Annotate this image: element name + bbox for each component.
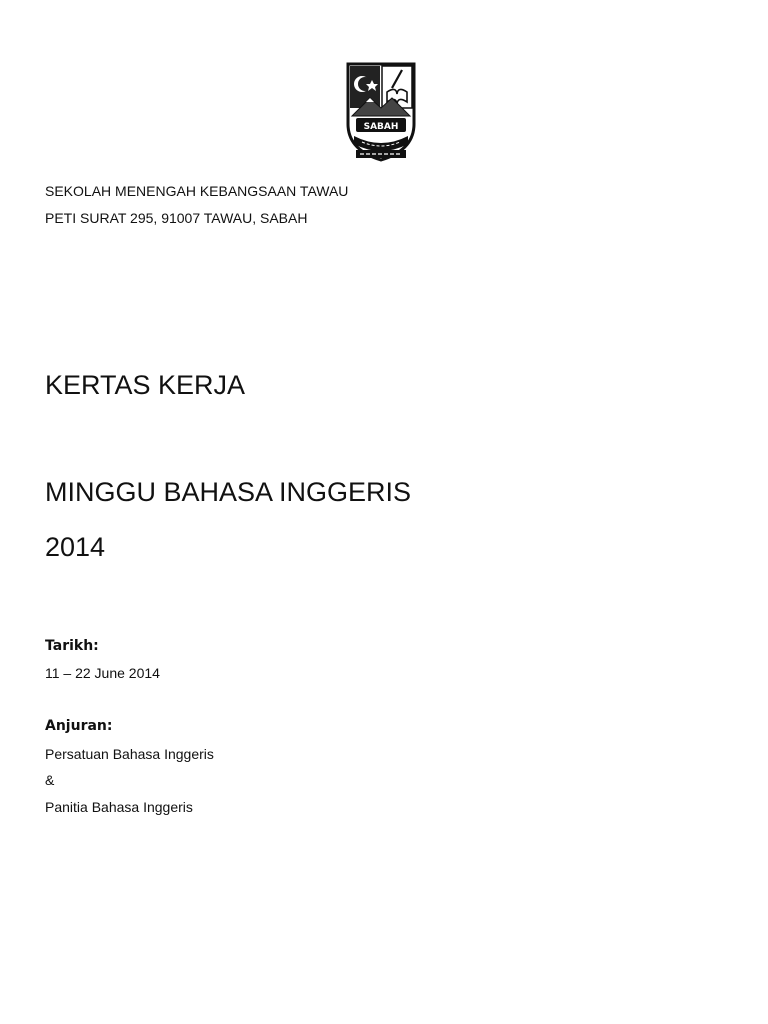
event-title: MINGGU BAHASA INGGERIS <box>45 477 412 507</box>
document-title: KERTAS KERJA <box>45 370 246 400</box>
organizer-conjunction: & <box>45 772 55 788</box>
date-label: Tarikh: <box>45 638 99 654</box>
organizer-item: Persatuan Bahasa Inggeris <box>45 746 214 762</box>
school-address: PETI SURAT 295, 91007 TAWAU, SABAH <box>45 210 308 226</box>
school-crest-icon <box>340 58 422 164</box>
date-value: 11 – 22 June 2014 <box>45 665 160 681</box>
organizer-item: Panitia Bahasa Inggeris <box>45 799 193 815</box>
crest-banner-text: SABAH <box>363 122 399 132</box>
school-name: SEKOLAH MENENGAH KEBANGSAAN TAWAU <box>45 183 349 199</box>
event-year: 2014 <box>45 532 106 562</box>
organizer-label: Anjuran: <box>45 718 113 734</box>
